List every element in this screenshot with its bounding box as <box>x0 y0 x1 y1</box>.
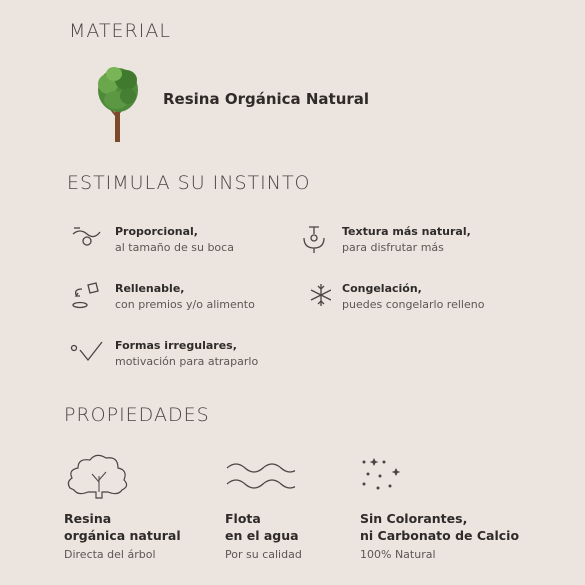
feature-title: Proporcional, <box>115 225 198 238</box>
feature-desc: para disfrutar más <box>342 241 444 254</box>
refill-icon <box>70 281 104 311</box>
property-title <box>64 510 181 544</box>
waves-icon <box>225 452 295 500</box>
property-title-line2: orgánica natural <box>64 528 181 543</box>
estimula-heading: ESTIMULA SU INSTINTO <box>67 172 311 194</box>
property-desc: Directa del árbol <box>64 548 156 561</box>
material-heading: MATERIAL <box>69 20 171 42</box>
tree-icon <box>94 62 142 144</box>
property-title <box>225 510 299 544</box>
propiedades-heading: PROPIEDADES <box>64 404 210 426</box>
property-title-line1: Resina <box>64 511 112 526</box>
feature-desc: con premios y/o alimento <box>115 298 255 311</box>
tree-outline-icon <box>64 452 134 500</box>
feature-title: Textura más natural, <box>342 225 471 238</box>
feature-desc: al tamaño de su boca <box>115 241 234 254</box>
feature-desc: puedes congelarlo relleno <box>342 298 485 311</box>
material-name: Resina Orgánica Natural <box>163 90 370 108</box>
property-desc: 100% Natural <box>360 548 436 561</box>
irregular-shape-icon <box>70 338 104 368</box>
sparkle-dots-icon <box>360 452 430 500</box>
property-title <box>360 510 519 544</box>
texture-icon <box>297 224 331 254</box>
property-title-line1: Flota <box>225 511 261 526</box>
feature-title: Formas irregulares, <box>115 339 237 352</box>
feature-title: Rellenable, <box>115 282 185 295</box>
mouth-proportion-icon <box>70 224 104 254</box>
property-desc: Por su calidad <box>225 548 302 561</box>
property-title-line2: en el agua <box>225 528 299 543</box>
property-title-line2: ni Carbonato de Calcio <box>360 528 520 543</box>
snowflake-icon <box>297 281 331 311</box>
property-title-line1: Sin Colorantes, <box>360 511 468 526</box>
feature-title: Congelación, <box>342 282 422 295</box>
feature-desc: motivación para atraparlo <box>115 355 259 368</box>
